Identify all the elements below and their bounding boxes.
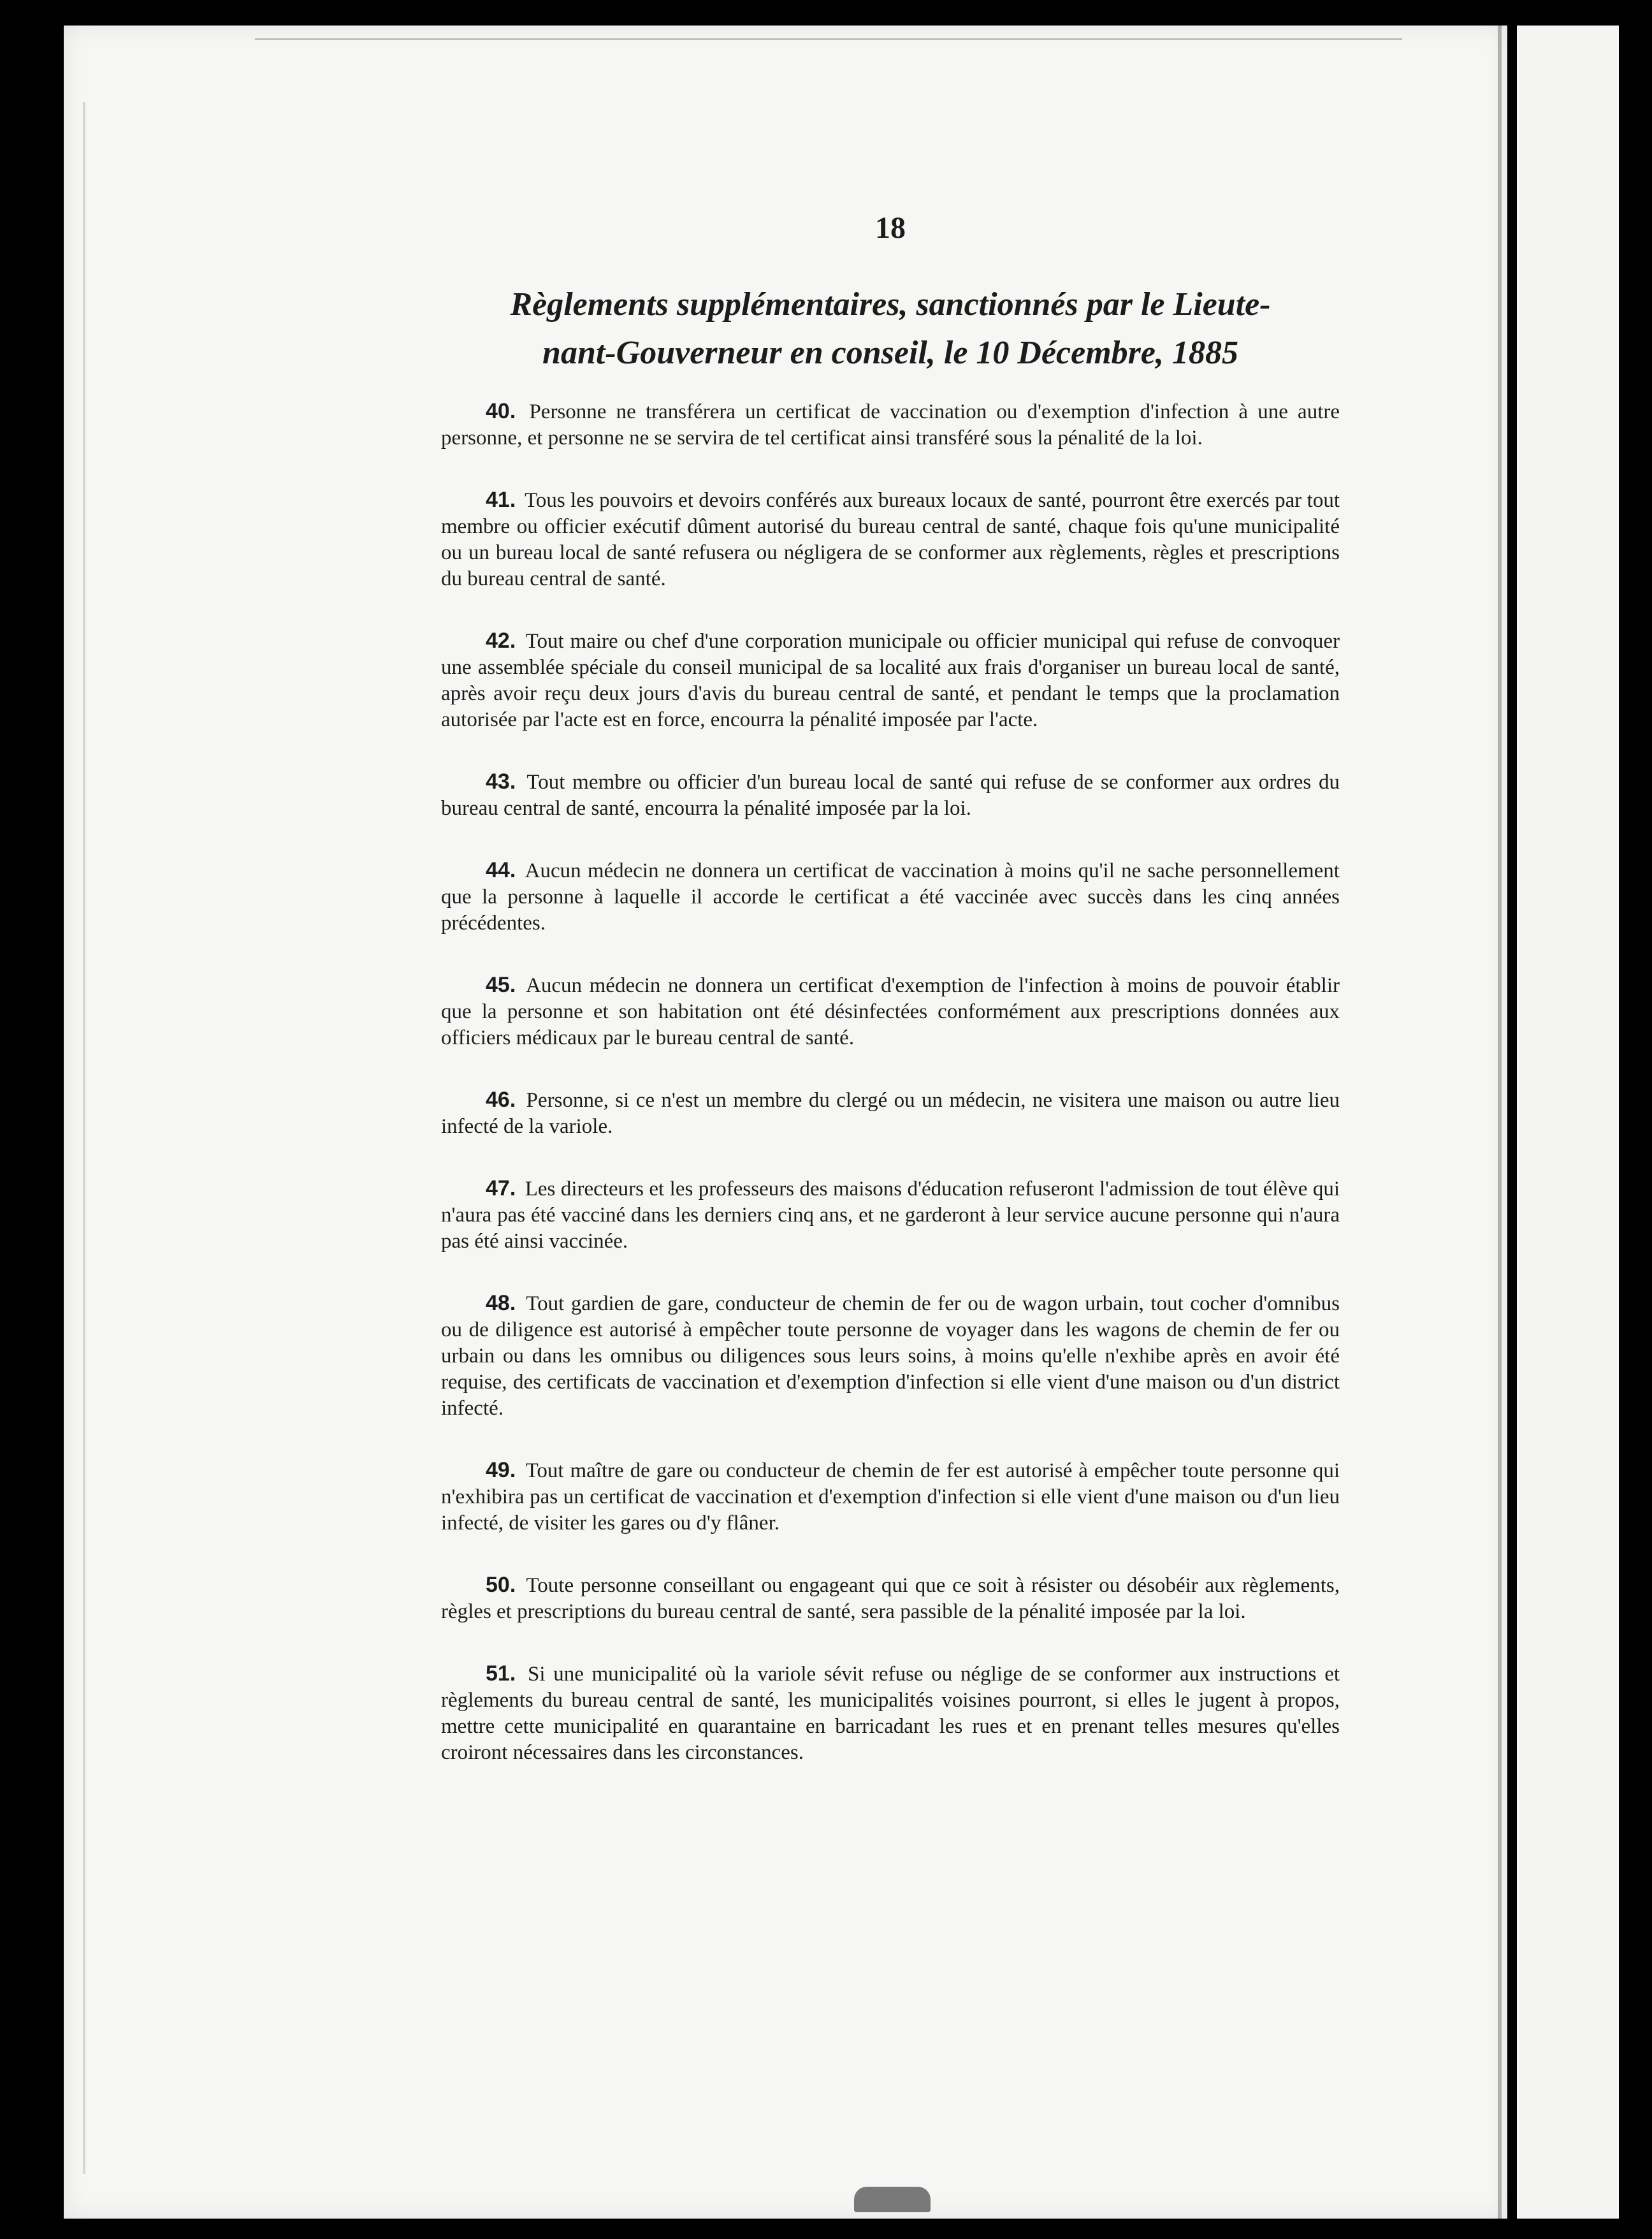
article-text: Toute personne conseillant ou engageant qui que ce soit à résister ou désobéir aux règlements, règles et prescriptions du bureau central de santé, sera passible de la pénalité imposée par la loi. [441,1574,1340,1623]
article-text: Personne ne transférera un certificat de vaccination ou d'exemption d'infection à une autre personne, et personne ne se servira de tel certificat ainsi transféré sous la pénalité de la loi. [441,400,1340,449]
article-41 [441,487,1340,592]
article-number: 46. [486,1088,516,1112]
article-number: 49. [486,1458,516,1482]
page-heading [441,281,1340,377]
article-text: Tous les pouvoirs et devoirs conférés aux bureaux locaux de santé, pourront être exercés par tout membre ou officier exécutif dûment autorisé du bureau central de santé, chaque fois qu'une municipalité ou un bureau local de santé refusera ou négligera de se conformer aux règlements, règles et prescriptions du bureau central de santé. [441,489,1340,590]
article-number: 48. [486,1291,516,1315]
article-44 [441,857,1340,937]
article-number: 44. [486,858,516,882]
article-number: 51. [486,1661,516,1686]
article-text: Les directeurs et les professeurs des maisons d'éducation refuseront l'admission de tout élève qui n'aura pas été vacciné dans les derniers cinq ans, et ne garderont à leur service aucune personne qui n'aura pas été ainsi vaccinée. [441,1178,1340,1253]
article-50 [441,1572,1340,1625]
page-number: 18 [875,211,906,245]
article-text: Tout membre ou officier d'un bureau local de santé qui refuse de se conformer aux ordres du bureau central de santé, encourra la pénalité imposée par la loi. [441,771,1340,820]
heading-line-2: nant-Gouverneur en conseil, le 10 Décembre, 1885 [542,335,1238,371]
binding-mark [854,2187,931,2212]
article-43 [441,769,1340,822]
article-text: Aucun médecin ne donnera un certificat d'exemption de l'infection à moins de pouvoir établir que la personne et son habitation ont été désinfectées conformément aux prescriptions données aux officiers médicaux par le bureau central de santé. [441,974,1340,1049]
article-number: 43. [486,769,516,794]
page-fold-line [1498,26,1502,2219]
article-47 [441,1176,1340,1255]
article-text: Personne, si ce n'est un membre du clergé ou un médecin, ne visitera une maison ou autre lieu infecté de la variole. [441,1089,1340,1138]
article-49 [441,1457,1340,1536]
article-number: 40. [486,399,516,423]
article-text: Si une municipalité où la variole sévit refuse ou néglige de se conformer aux instructions et règlements du bureau central de santé, les municipalités voisines pourront, si elles le jugent à propos, mettre cette municipalité en quarantaine en barricadant les rues et en prenant telles mesures qu'elles croiront nécessaires dans les circonstances. [441,1663,1340,1764]
article-number: 42. [486,629,516,653]
page-top-edge [255,38,1402,48]
article-number: 41. [486,488,516,512]
article-46 [441,1087,1340,1140]
adjacent-page-edge [1517,26,1619,2219]
article-45 [441,972,1340,1051]
document-page [64,26,1507,2219]
heading-line-1: Règlements supplémentaires, sanctionnés par le Lieute- [510,286,1271,323]
article-40 [441,398,1340,451]
article-text: Tout gardien de gare, conducteur de chemin de fer ou de wagon urbain, tout cocher d'omnibus ou de diligence est autorisé à empêcher toute personne de voyager dans les wagons de chemin de fer ou urbain ou dans les omnibus ou diligences sous leurs soins, à moins qu'elle n'exhibe après en avoir été requise, des certificats de vaccination et d'exemption d'infection si elle vient d'une maison ou d'un district infecté. [441,1292,1340,1420]
article-48 [441,1290,1340,1422]
article-number: 50. [486,1573,516,1597]
article-number: 45. [486,973,516,997]
article-42 [441,628,1340,733]
articles-list [441,398,1340,1802]
article-text: Aucun médecin ne donnera un certificat de vaccination à moins qu'il ne sache personnellement que la personne à laquelle il accorde le certificat a été vaccinée avec succès dans les cinq années précédentes. [441,859,1340,935]
article-number: 47. [486,1176,516,1200]
article-51 [441,1661,1340,1766]
article-text: Tout maître de gare ou conducteur de chemin de fer est autorisé à empêcher toute personne qui n'exhibira pas un certificat de vaccination et d'exemption d'infection si elle vient d'une maison ou d'un lieu infecté, de visiter les gares ou d'y flâner. [441,1459,1340,1535]
page-left-edge [83,102,85,2174]
article-text: Tout maire ou chef d'une corporation municipale ou officier municipal qui refuse de convoquer une assemblée spéciale du conseil municipal de sa localité aux frais d'organiser un bureau local de santé, après avoir reçu deux jours d'avis du bureau central de santé, et pendant le temps que la proclamation autorisée par l'acte est en force, encourra la pénalité imposée par l'acte. [441,630,1340,731]
